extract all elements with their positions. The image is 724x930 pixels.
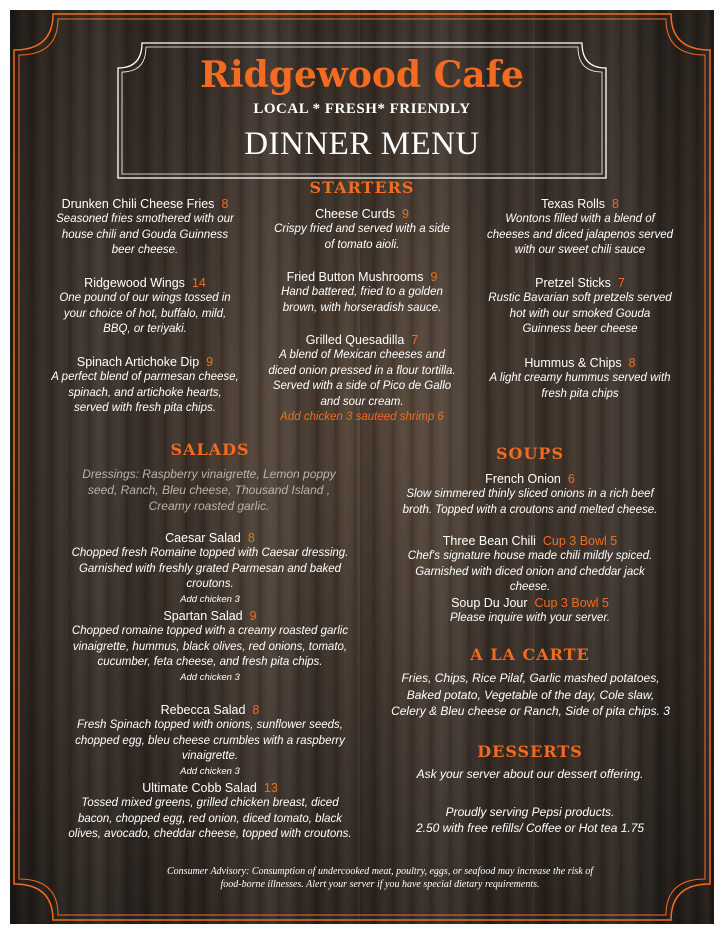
menu-item-spartan-salad: [65, 608, 355, 684]
item-description: A perfect blend of parmesan cheese, spinach, and artichoke hearts, served with fresh pita chips.: [51, 371, 239, 414]
item-price: 8: [247, 531, 255, 545]
item-addon: Add chicken 3: [180, 671, 240, 683]
item-price: Cup 3 Bowl 5: [542, 534, 618, 548]
item-name: Spinach Artichoke Dip: [76, 355, 200, 369]
beverages-line-1: Proudly serving Pepsi products.: [445, 805, 615, 819]
item-description: A blend of Mexican cheeses and diced onion pressed in a flour tortilla. Served with a side of Pico de Gallo and sour cream.: [268, 349, 456, 408]
item-description: Slow simmered thinly sliced onions in a rich beef broth. Topped with a croutons and melted cheese.: [402, 488, 658, 516]
item-description: Chopped fresh Romaine topped with Caesar dressing. Garnished with freshly grated Parmesan and baked croutons.: [71, 547, 349, 590]
item-name: Hummus & Chips: [524, 356, 622, 370]
item-description: Seasoned fries smothered with our house chili and Gouda Guinness beer cheese.: [56, 213, 234, 256]
item-price: 8: [611, 197, 619, 211]
item-name: Ridgewood Wings: [84, 276, 185, 290]
restaurant-name: Ridgewood Cafe: [200, 54, 524, 96]
item-name: Cheese Curds: [315, 207, 395, 221]
item-name: Ultimate Cobb Salad: [142, 781, 257, 795]
item-name: Grilled Quesadilla: [305, 333, 405, 347]
consumer-advisory: Consumer Advisory: Consumption of undercooked meat, poultry, eggs, or seafood may increase the risk of food-borne illnesses. Alert your server if you have special dietary requirements.: [167, 866, 593, 890]
item-price: 8: [628, 356, 636, 370]
item-description: Chopped romaine topped with a creamy roasted garlic vinaigrette, hummus, black olives, red onions, tomato, cucumber, feta cheese, and fresh pita chips.: [71, 625, 349, 668]
item-description: Hand battered, fried to a golden brown, with horseradish sauce.: [281, 286, 443, 314]
menu-item-soup-du-jour: [395, 595, 665, 627]
desserts-heading: DESSERTS: [477, 742, 583, 761]
tagline: LOCAL * FRESH* FRIENDLY: [253, 101, 471, 117]
item-price: 8: [252, 703, 260, 717]
item-description: Chef's signature house made chili mildly spiced. Garnished with diced onion and cheddar jack cheese.: [407, 550, 653, 593]
menu-page: [10, 10, 714, 924]
menu-item-fried-button-mushrooms: [272, 269, 452, 316]
item-name: French Onion: [485, 472, 561, 486]
menu-item-spinach-artichoke-dip: [50, 354, 240, 417]
menu-item-pretzel-sticks: [485, 275, 675, 338]
item-name: Pretzel Sticks: [535, 276, 611, 290]
item-description: One pound of our wings tossed in your choice of hot, buffalo, mild, BBQ, or teriyaki.: [59, 292, 231, 335]
a-la-carte-text: Fries, Chips, Rice Pilaf, Garlic mashed potatoes, Baked potato, Vegetable of the day, Cole slaw, Celery & Bleu cheese or Ranch, Side of pita chips. 3: [391, 671, 670, 718]
a-la-carte-heading: A LA CARTE: [470, 645, 590, 664]
item-addon: Add chicken 3: [180, 765, 240, 777]
item-name: Texas Rolls: [541, 197, 605, 211]
item-price: 9: [206, 355, 214, 369]
item-price: 6: [567, 472, 575, 486]
item-description: Tossed mixed greens, grilled chicken breast, diced bacon, chopped egg, red onion, diced tomato, black olives, avocado, cheddar cheese, topped with croutons.: [68, 797, 352, 840]
item-addon: Add chicken 3 sauteed shrimp 6: [280, 411, 444, 423]
item-description: Rustic Bavarian soft pretzels served hot with our smoked Gouda Guinness beer cheese: [488, 292, 672, 335]
desserts-text: Ask your server about our dessert offering.: [416, 767, 644, 781]
item-name: Spartan Salad: [163, 609, 243, 623]
item-name: Caesar Salad: [165, 531, 241, 545]
menu-title: DINNER MENU: [244, 126, 480, 162]
item-price: 7: [617, 276, 625, 290]
salad-dressings: Dressings: Raspberry vinaigrette, Lemon poppy seed, Ranch, Bleu cheese, Thousand Island , Creamy roasted garlic.: [82, 467, 336, 513]
item-name: Soup Du Jour: [451, 596, 528, 610]
menu-item-caesar-salad: [65, 530, 355, 606]
starters-heading: STARTERS: [309, 178, 415, 197]
item-addon: Add chicken 3: [180, 593, 240, 605]
item-description: Crispy fried and served with a side of tomato aioli.: [274, 223, 450, 251]
item-price: 9: [249, 609, 257, 623]
menu-item-hummus-chips: [485, 355, 675, 402]
item-name: Rebecca Salad: [160, 703, 246, 717]
soups-heading: SOUPS: [495, 444, 565, 463]
menu-item-rebecca-salad: [65, 702, 355, 778]
item-name: Three Bean Chili: [442, 534, 536, 548]
item-price: 7: [411, 333, 419, 347]
item-price: Cup 3 Bowl 5: [534, 596, 609, 610]
beverages-line-2: 2.50 with free refills/ Coffee or Hot tea 1.75: [415, 821, 645, 835]
item-description: Please inquire with your server.: [449, 612, 610, 624]
item-name: Fried Button Mushrooms: [286, 270, 424, 284]
menu-item-grilled-quesadilla: [265, 332, 459, 426]
item-name: Drunken Chili Cheese Fries: [61, 197, 215, 211]
menu-item-cheese-curds: [272, 206, 452, 253]
item-price: 13: [263, 781, 278, 795]
salads-heading: SALADS: [170, 440, 250, 459]
item-price: 9: [401, 207, 409, 221]
menu-item-ridgewood-wings: [50, 275, 240, 338]
menu-item-texas-rolls: [485, 196, 675, 259]
item-description: Fresh Spinach topped with onions, sunflower seeds, chopped egg, bleu cheese crumbles with a raspberry vinaigrette.: [75, 719, 345, 762]
menu-item-ultimate-cobb-salad: [65, 780, 355, 843]
item-description: Wontons filled with a blend of cheeses and diced jalapenos served with our sweet chili sauce: [486, 213, 674, 256]
menu-item-french-onion: [395, 471, 665, 518]
menu-item-three-bean-chili: [395, 533, 665, 596]
item-price: 14: [191, 276, 206, 290]
item-description: A light creamy hummus served with fresh pita chips: [489, 372, 671, 400]
item-price: 8: [221, 197, 229, 211]
item-price: 9: [430, 270, 438, 284]
menu-item-drunken-chili-cheese-fries: [50, 196, 240, 259]
